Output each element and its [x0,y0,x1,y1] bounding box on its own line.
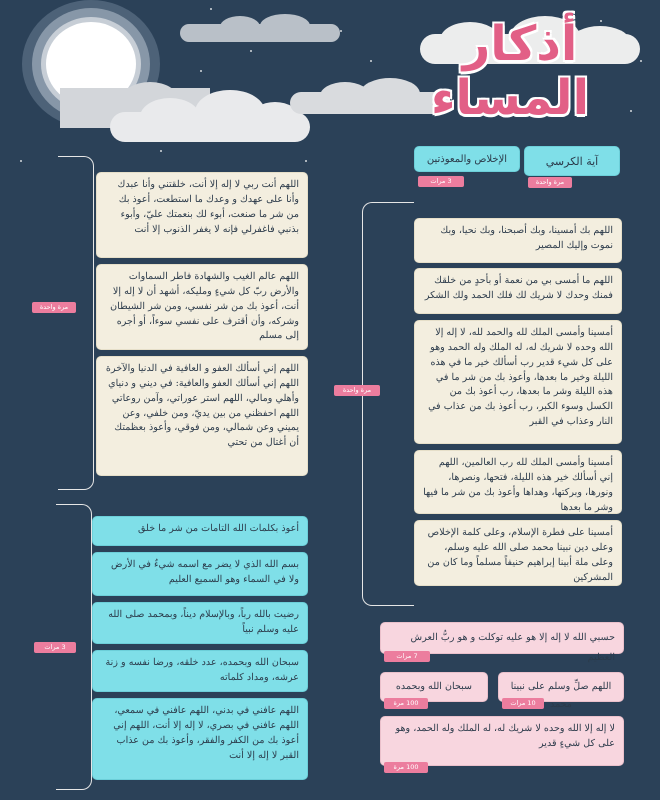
tab-ayat-kursi[interactable]: آية الكرسي [524,146,620,176]
dhikr-card: أمسينا وأمسى الملك لله رب العالمين، اللهم إني أسألك خير هذه الليلة، فتحها، ونصرها، ونورها، وبركتها، وهداها وأعوذ بك من شر ما فيها وشر ما بعدها [414,450,622,514]
badge-seven-times: 7 مرات [384,651,430,662]
cloud-decoration [110,112,310,142]
dhikr-card: اللهم بك أمسينا، وبك أصبحنا، وبك نحيا، وبك نموت وإليك المصير [414,218,622,263]
dhikr-card: بسم الله الذي لا يضر مع اسمه شيءٌ في الأرض ولا في السماء وهو السميع العليم [92,552,308,596]
cloud-decoration [180,24,340,42]
dhikr-card: أعوذ بكلمات الله التامات من شر ما خلق [92,516,308,546]
dhikr-card-tahlil: لا إله إلا الله وحده لا شريك له، له الملك وله الحمد، وهو على كل شيءٍ قدير [380,716,624,766]
dhikr-card-salawat: اللهم صلِّ وسلم على نبينا محمد [498,672,624,702]
badge-once: مرة واحدة [334,385,380,396]
dhikr-card: اللهم أنت ربي لا إله إلا أنت، خلقتني وأنا عبدك وأنا على عهدك و وعدك ما استطعت، أعوذ بك من شر ما صنعت، أبوء لك بنعمتك عليّ، وأبوء بذنبي فاغفرلي فإنه لا يغفر الذنوب إلا أنت [96,172,308,258]
right-group-bracket [362,202,414,606]
badge-once: مرة واحدة [32,302,76,313]
dhikr-card: اللهم عافني في بدني، اللهم عافني في سمعي، اللهم عافني في بصري، لا إله إلا أنت، اللهم إني أعوذ بك من الكفر والفقر، وأعوذ بك من عذاب القبر لا إله إلا أنت [92,698,308,780]
badge-three-times: 3 مرات [418,176,464,187]
dhikr-card-subhan: سبحان الله وبحمده [380,672,488,702]
badge-hundred-times: 100 مرة [384,762,428,773]
dhikr-card: رضيت بالله رباً، وبالإسلام ديناً، وبمحمد صلى الله عليه وسلم نبياً [92,602,308,644]
badge-once: مرة واحدة [528,177,572,188]
badge-hundred-times: 100 مرة [384,698,428,709]
tab-ikhlas-muawwidhatain[interactable]: الإخلاص والمعوذتين [414,146,520,172]
title-line-2: المساء [430,70,590,126]
badge-three-times: 3 مرات [34,642,76,653]
dhikr-card: اللهم عالم الغيب والشهادة فاطر السماوات والأرض ربّ كل شيءٍ ومليكه، أشهد أن لا إله إلا أنت، أعوذ بك من شر نفسي، ومن شر الشيطان وشركه، وأن أقترف على نفسي سوءاً، أو أجره إلى مسلم [96,264,308,350]
dhikr-card: سبحان الله وبحمده، عدد خلقه، ورضا نفسه و زنة عرشه، ومداد كلماته [92,650,308,692]
left-top-group-bracket [58,156,94,490]
badge-ten-times: 10 مرات [502,698,544,709]
dhikr-card-hasbiya: حسبي الله لا إله إلا هو عليه توكلت و هو ربُّ العرش العظيم [380,622,624,654]
dhikr-card: أمسينا وأمسى الملك لله والحمد لله، لا إله إلا الله وحده لا شريك له، له الملك وله الحمد وهو على كل شيء قدير رب أسألك خير ما في هذه الليلة وخير ما بعدها، وأعوذ بك من شر ما في هذه الليلة وشر ما بعدها، رب أعوذ بك من الكسل وسوء الكبر، رب أعوذ بك من عذاب في النار وعذاب في القبر [414,320,622,444]
dhikr-card: أمسينا على فطرة الإسلام، وعلى كلمة الإخلاص وعلى دين نبينا محمد صلى الله عليه وسلم، وعلى ملة أبينا إبراهيم حنيفاً مسلماً وما كان من المشركين [414,520,622,586]
dhikr-card: اللهم إني أسألك العفو و العافية في الدنيا والآخرة اللهم إني أسألك العفو والعافية: في ديني و دنياي وأهلي ومالي، اللهم استر عوراتي، وآمن روعاتي اللهم احفظني من بين يديّ، ومن خلفي، وعن يميني وعن شمالي، ومن فوقي، وأعوذ بعظمتك أن أغتال من تحتي [96,356,308,476]
title-line-1: أذكار [462,16,578,72]
dhikr-card: اللهم ما أمسى بي من نعمة أو بأحدٍ من خلقك فمنك وحدك لا شريك لك فلك الحمد ولك الشكر [414,268,622,314]
